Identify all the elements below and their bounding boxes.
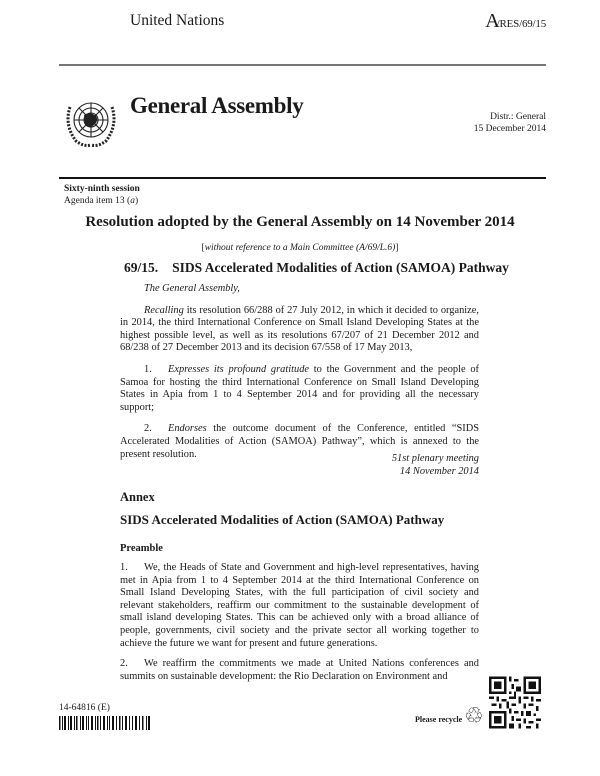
barcode-icon bbox=[59, 716, 151, 730]
session-name: Sixty-ninth session bbox=[64, 184, 140, 194]
document-symbol bbox=[485, 10, 546, 33]
recycle-icon: ♲ bbox=[464, 703, 484, 728]
symbol-prefix: A bbox=[485, 10, 497, 32]
header-rule bbox=[59, 64, 546, 66]
resolution-number: 69/15. bbox=[124, 260, 159, 275]
resolution-title: Resolution adopted by the General Assembly on 14 November 2014 bbox=[85, 214, 515, 230]
distribution: Distr.: General bbox=[490, 112, 546, 122]
annex-title: SIDS Accelerated Modalities of Action (SAMOA) Pathway bbox=[120, 512, 445, 527]
annex-paragraph-2: 2. We reaffirm the commitments we made at United Nations conferences and summits on sustainable development: the Rio Declaration on Environment and bbox=[120, 658, 479, 682]
un-emblem-icon bbox=[62, 95, 120, 150]
annex-paragraph-1: 1. We, the Heads of State and Government and high-level representatives, having met in Apia from 1 to 4 September 2014 at the third International Conference on Small Island Developing States, with the full participation of civil society and relevant stakeholders, reaffirm our commitment to the sustainable development of small island developing States. This can be achieved only with a broad alliance of people, governments, civil society and the private sector all working together to achieve the future we want for present and future generations. bbox=[120, 562, 479, 649]
recycle-label: Please recycle bbox=[415, 715, 463, 724]
resolution-body bbox=[120, 283, 479, 461]
symbol-rest: /RES/69/15 bbox=[496, 18, 546, 30]
plenary-meeting: 51st plenary meeting 14 November 2014 bbox=[391, 453, 479, 477]
recalling-paragraph: Recalling its resolution 66/288 of 27 July 2012, in which it decided to organize, in 2014, the third International Conference on Small Island Developing States at the highest possible level, as well as its resolutions 67/207 of 21 December 2012 and 68/238 of 27 December 2013 and its decision 67/558 of 17 May 2013, bbox=[120, 304, 479, 354]
operative-paragraph-2: 2. Endorses the outcome document of the Conference, entitled “SIDS Accelerated Modalities of Action (SAMOA) Pathway”, which is annexed to the present resolution. bbox=[120, 423, 479, 460]
annex-label: Annex bbox=[120, 490, 155, 504]
session-block bbox=[64, 183, 140, 207]
annex-body bbox=[120, 562, 479, 683]
resolution-name: SIDS Accelerated Modalities of Action (SAMOA) Pathway bbox=[172, 260, 509, 275]
committee-reference: [without reference to a Main Committee (A/69/L.6)] bbox=[201, 243, 399, 253]
header-rule-thick bbox=[59, 177, 546, 179]
section-heading: Preamble bbox=[120, 543, 163, 554]
qr-code-icon bbox=[489, 675, 541, 730]
document-code: 14-64816 (E) bbox=[59, 703, 110, 713]
issue-date: 15 December 2014 bbox=[473, 124, 546, 134]
distribution-block bbox=[474, 111, 546, 135]
body-title: General Assembly bbox=[130, 93, 304, 118]
header-org: United Nations bbox=[130, 12, 225, 29]
agenda-item: Agenda item 13 (a) bbox=[64, 196, 139, 206]
resolution-heading bbox=[124, 260, 509, 276]
opening-line: The General Assembly, bbox=[144, 283, 240, 294]
operative-paragraph-1: 1. Expresses its profound gratitude to the Government and the people of Samoa for hosting the third International Conference on Small Island Developing States in Apia from 1 to 4 September 2014 and for providing all the necessary support; bbox=[120, 363, 479, 413]
